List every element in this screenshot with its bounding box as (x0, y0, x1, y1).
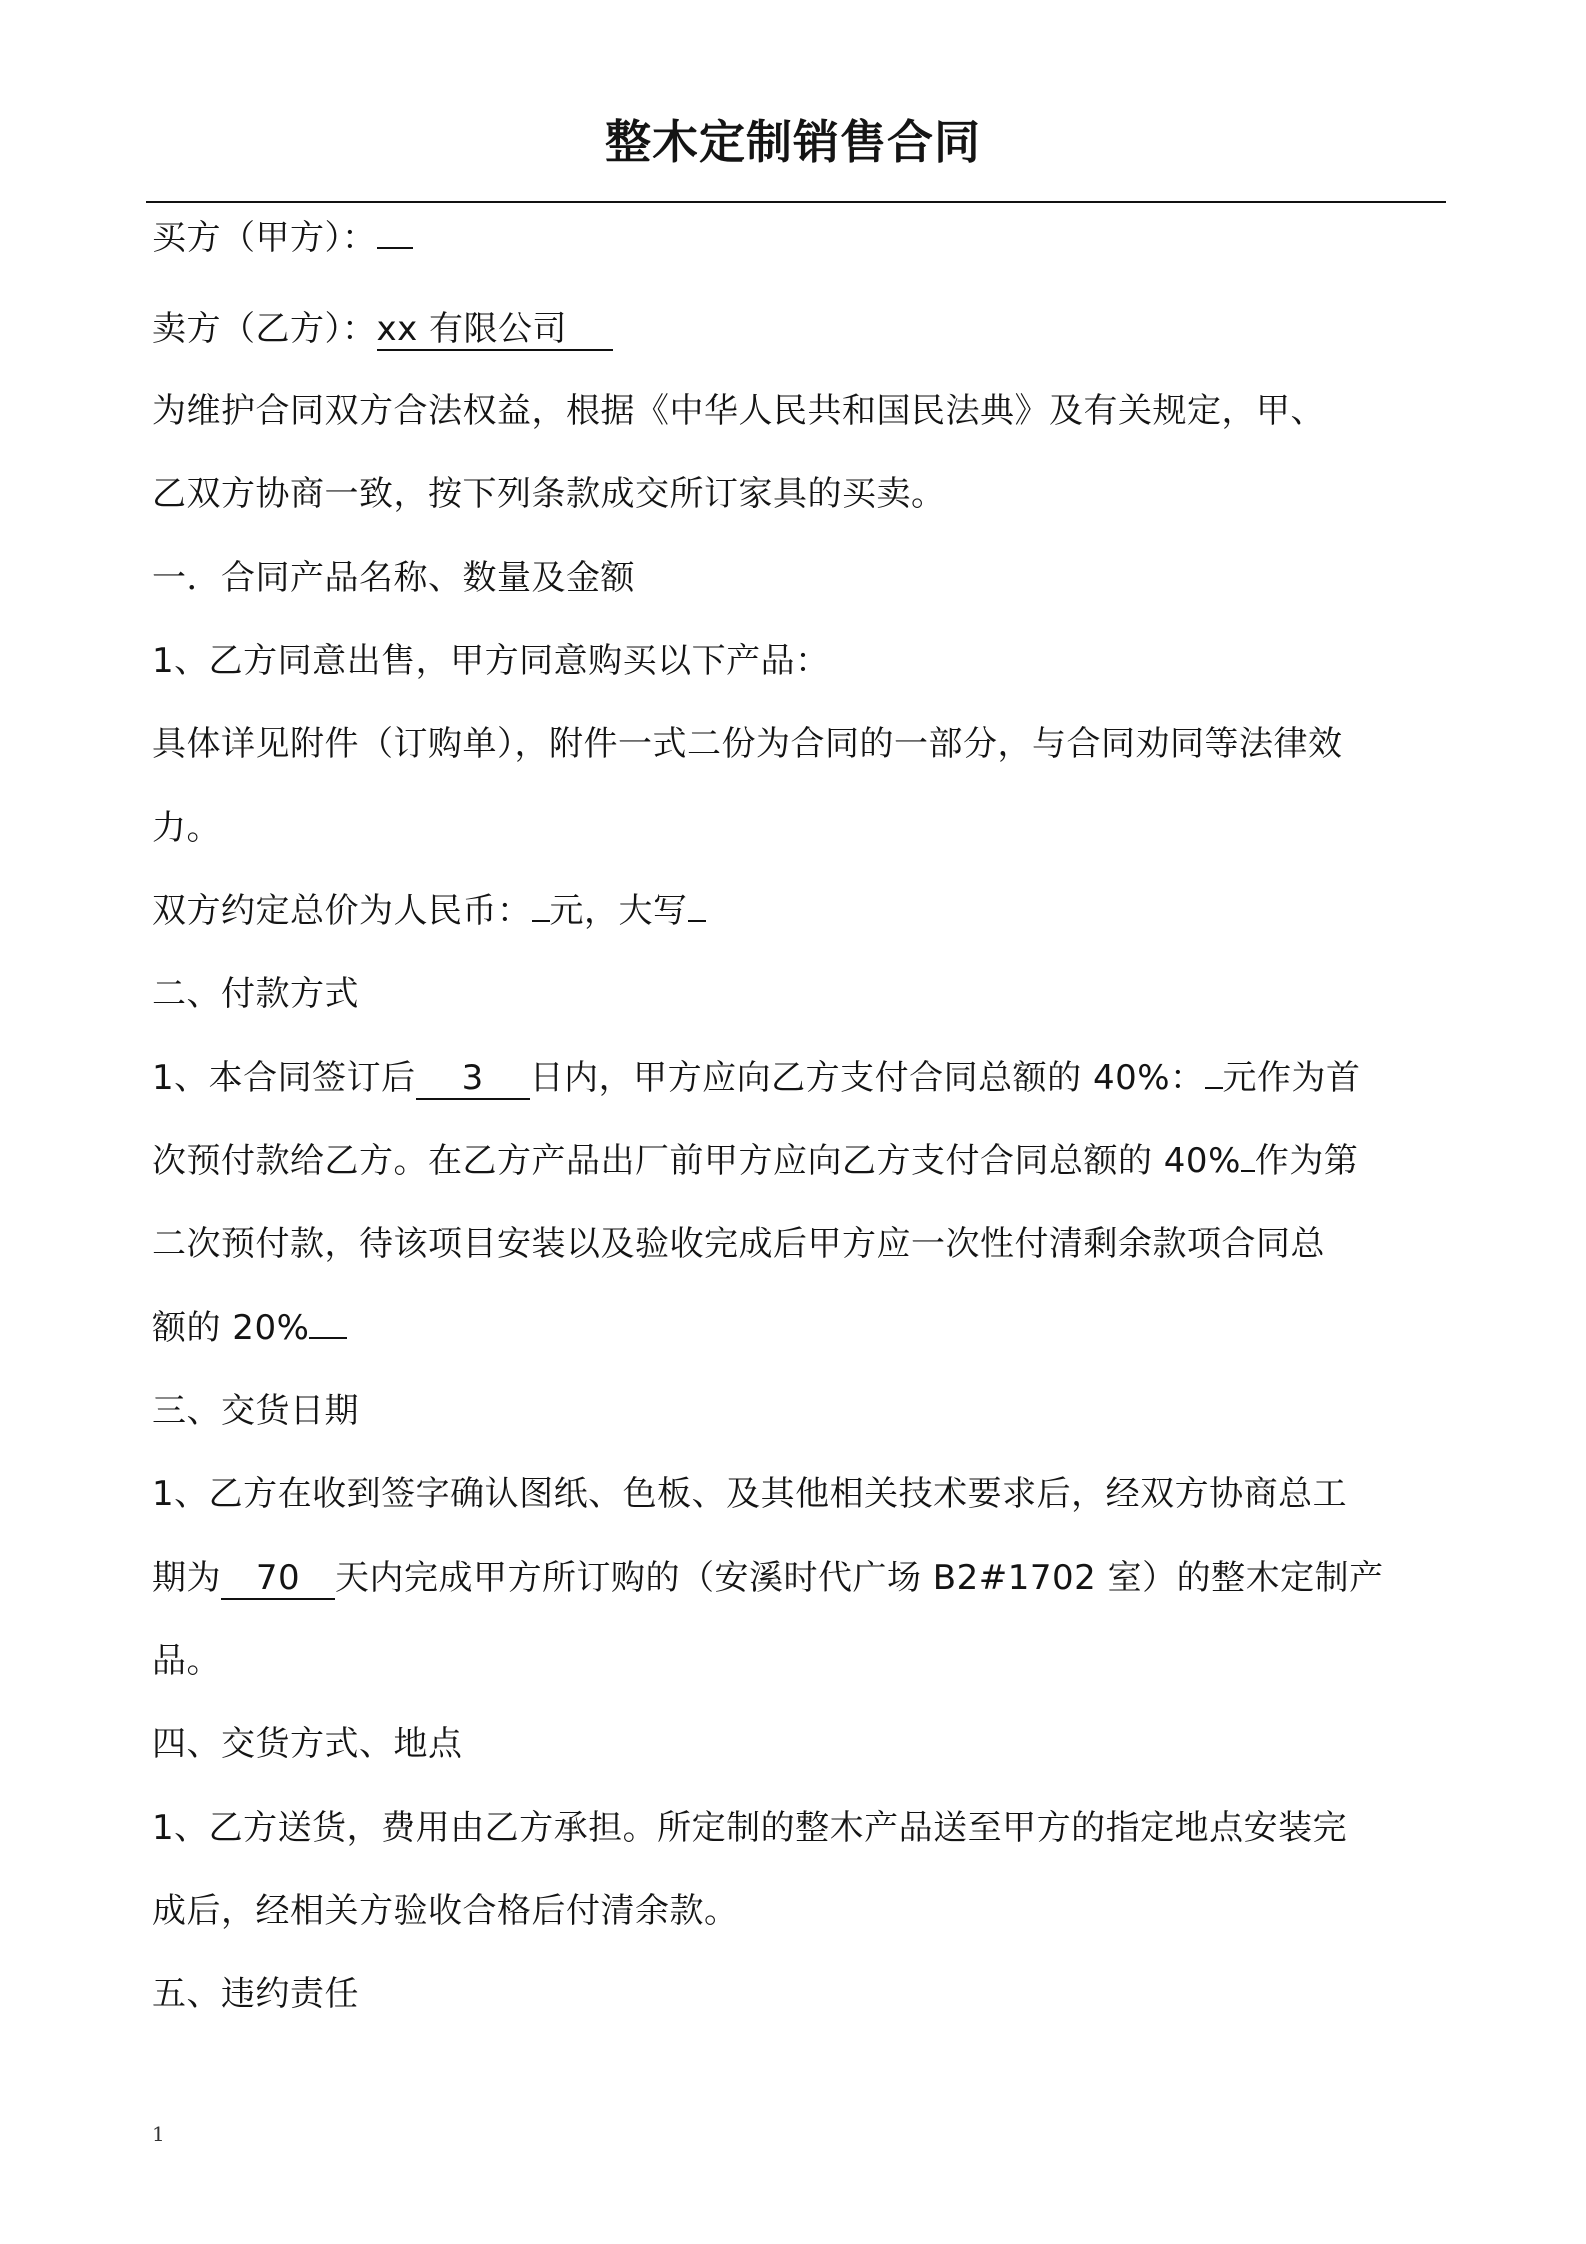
seller-label: 卖方（乙方）： (152, 309, 377, 349)
delivery-line-2-suffix: 天内完成甲方所订购的（安溪时代广场 B2#1702 室）的整木定制产 (335, 1558, 1384, 1598)
payment-line-1-prefix: 1、本合同签订后 (152, 1058, 416, 1098)
price-mid: 元，大写 (549, 891, 688, 931)
section-5-heading: 五、违约责任 (152, 1974, 359, 2014)
payment-line-3: 二次预付款，待该项目安装以及验收完成后甲方应一次性付清剩余款项合同总 (152, 1224, 1325, 1264)
payment-line-4 (152, 1306, 1452, 1350)
shipping-line-1: 1、乙方送货，费用由乙方承担。所定制的整木产品送至甲方的指定地点安装完 (152, 1808, 1348, 1848)
payment-line-1-mid: 日内，甲方应向乙方支付合同总额的 40%： (529, 1058, 1205, 1098)
buyer-line (152, 216, 1452, 260)
preamble-line-2: 乙双方协商一致，按下列条款成交所订家具的买卖。 (152, 474, 946, 514)
price-words-blank[interactable] (688, 920, 706, 922)
section-2-heading: 二、付款方式 (152, 974, 359, 1014)
delivery-line-2-prefix: 期为 (152, 1558, 221, 1598)
delivery-line-1: 1、乙方在收到签字确认图纸、色板、及其他相关技术要求后，经双方协商总工 (152, 1474, 1348, 1514)
payment-line-1 (152, 1056, 1452, 1100)
price-value-blank[interactable] (532, 920, 550, 922)
delivery-line-2 (152, 1556, 1452, 1600)
payment-line-2 (152, 1139, 1452, 1183)
shipping-line-2: 成后，经相关方验收合格后付清余款。 (152, 1891, 739, 1931)
payment-line-2-prefix: 次预付款给乙方。在乙方产品出厂前甲方应向乙方支付合同总额的 40% (152, 1141, 1241, 1181)
final-payment-blank[interactable] (309, 1337, 347, 1339)
payment-line-2-suffix: 作为第 (1254, 1141, 1359, 1181)
preamble-line-1: 为维护合同双方合法权益，根据《中华人民共和国民法典》及有关规定，甲、 (152, 391, 1325, 431)
section-1-detail-line-1: 具体详见附件（订购单），附件一式二份为合同的一部分，与合同劝同等法律效 (152, 724, 1343, 764)
price-prefix: 双方约定总价为人民币： (152, 891, 532, 931)
section-1-heading: 一．合同产品名称、数量及金额 (152, 558, 635, 598)
section-3-heading: 三、交货日期 (152, 1391, 359, 1431)
delivery-line-3: 品。 (152, 1641, 221, 1681)
payment-days-blank[interactable]: 3 (416, 1058, 530, 1100)
section-4-heading: 四、交货方式、地点 (152, 1724, 463, 1764)
total-price-line (152, 889, 1452, 933)
payment-line-4-prefix: 额的 20% (152, 1308, 310, 1348)
second-payment-blank[interactable] (1241, 1170, 1255, 1172)
page-number: 1 (152, 2122, 165, 2146)
section-1-clause-1: 1、乙方同意出售，甲方同意购买以下产品： (152, 641, 830, 681)
buyer-value-blank[interactable] (377, 247, 413, 249)
payment-line-1-suffix: 元作为首 (1222, 1058, 1361, 1098)
title-divider (146, 201, 1446, 203)
first-payment-blank[interactable] (1205, 1087, 1223, 1089)
buyer-label: 买方（甲方）： (152, 218, 377, 258)
seller-value-blank[interactable]: xx 有限公司 (377, 309, 613, 351)
seller-line (152, 307, 1452, 351)
section-1-detail-line-2: 力。 (152, 808, 221, 848)
delivery-days-blank[interactable]: 70 (221, 1558, 335, 1600)
document-title: 整木定制销售合同 (605, 115, 981, 169)
